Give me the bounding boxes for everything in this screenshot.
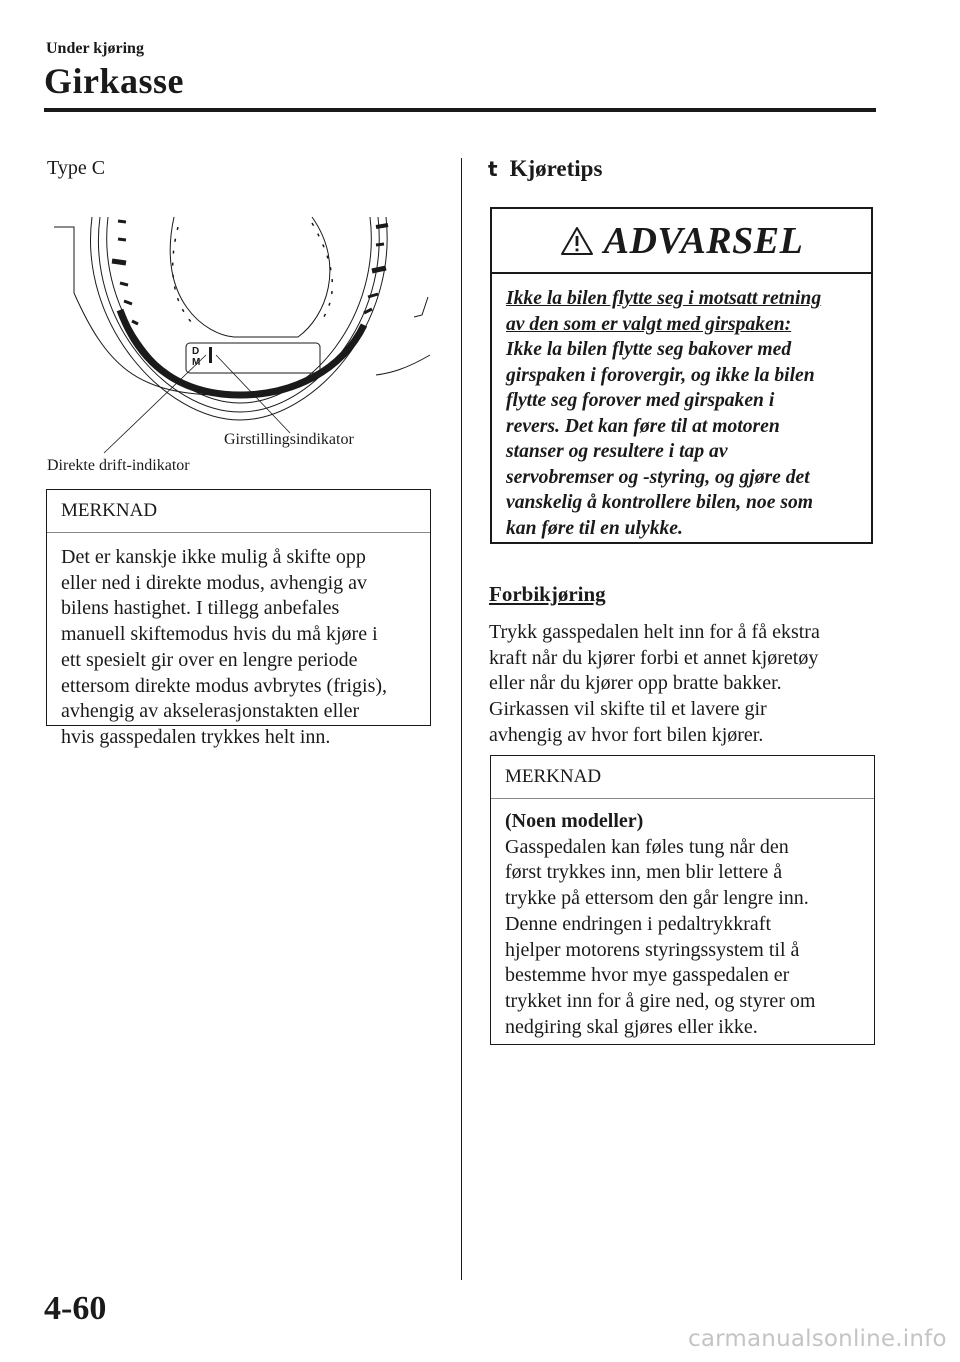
note-line: manuell skiftemodus hvis du må kjøre i <box>61 623 378 646</box>
warning-line: revers. Det kan føre til at motoren <box>506 415 780 437</box>
paragraph-line: kraft når du kjører forbi et annet kjøretøy <box>489 646 819 669</box>
warning-line: girspaken i forovergir, og ikke la bilen <box>506 364 815 386</box>
gear-position-label: Girstillingsindikator <box>224 431 354 448</box>
section-label: Under kjøring <box>46 40 144 57</box>
warning-line: Ikke la bilen flytte seg i motsatt retning <box>506 288 822 309</box>
note-line: hvis gasspedalen trykkes helt inn. <box>61 725 331 748</box>
note-title: MERKNAD <box>47 490 430 533</box>
warning-triangle-icon <box>560 226 594 256</box>
note-line: Det er kanskje ikke mulig å skifte opp <box>61 546 366 568</box>
warning-line: vanskelig å kontrollere bilen, noe som <box>506 492 813 513</box>
gear-position-indicator <box>209 347 212 363</box>
note-line: eller ned i direkte modus, avhengig av <box>61 571 368 594</box>
paragraph-line: Trykk gasspedalen helt inn for å få ekstra <box>489 621 820 643</box>
overtaking-heading: Forbikjøring <box>489 582 606 606</box>
warning-line: kan føre til en ulykke. <box>506 517 683 539</box>
warning-box <box>490 207 873 544</box>
note-line: ettersom direkte modus avbrytes (frigis), <box>61 674 388 697</box>
note-line: avhengig av akselerasjonstakten eller <box>61 700 360 723</box>
note-title: MERKNAD <box>491 756 874 799</box>
note-line: trykke på ettersom den går lengre inn. <box>505 887 809 910</box>
note-line: Gasspedalen kan føles tung når den <box>505 835 789 858</box>
note-line: bilens hastighet. I tillegg anbefales <box>61 597 340 620</box>
note-line: (Noen modeller) <box>505 810 644 832</box>
driving-tips-title: Kjøretips <box>509 156 603 181</box>
warning-line: servobremser og -styring, og gjøre det <box>506 466 810 488</box>
column-divider <box>461 158 462 1280</box>
overtaking-paragraph <box>489 620 874 749</box>
note-body <box>491 799 874 1040</box>
warning-header <box>492 209 871 274</box>
paragraph-line: avhengig av hvor fort bilen kjører. <box>489 723 764 746</box>
warning-title: ADVARSEL <box>603 219 804 262</box>
direct-drive-label: Direkte drift-indikator <box>47 457 190 474</box>
drive-indicator-d: D <box>192 346 200 357</box>
chapter-title: Girkasse <box>44 61 185 101</box>
page-number: 4-60 <box>44 1290 107 1327</box>
note-box-direct-mode <box>46 489 431 748</box>
section-bullet-icon: t <box>488 157 498 181</box>
warning-line: flytte seg forover med girspaken i <box>506 390 775 411</box>
warning-line: av den som er valgt med girspaken: <box>506 313 792 335</box>
watermark: carmanualsonline.info <box>688 1326 947 1352</box>
note-line: hjelper motorens styringssystem til å <box>505 938 800 961</box>
note-line: bestemme hvor mye gasspedalen er <box>505 964 790 987</box>
note-line: trykket inn for å gire ned, og styrer om <box>505 989 816 1012</box>
note-line: nedgiring skal gjøres eller ikke. <box>505 1015 758 1038</box>
drive-indicator-m: M <box>192 357 201 368</box>
warning-body <box>492 274 871 541</box>
note-line: Denne endringen i pedaltrykkraft <box>505 912 772 935</box>
note-line: først trykkes inn, men blir lettere å <box>505 861 783 884</box>
warning-line: stanser og resultere i tap av <box>506 441 728 462</box>
note-body <box>47 533 430 751</box>
note-line: ett spesielt gir over en lengre periode <box>61 648 358 671</box>
paragraph-line: Girkassen vil skifte til et lavere gir <box>489 698 767 721</box>
warning-line: Ikke la bilen flytte seg bakover med <box>506 339 792 360</box>
type-heading: Type C <box>47 157 106 179</box>
driving-tips-heading <box>488 156 602 182</box>
note-box-pedal <box>490 755 875 1045</box>
paragraph-line: eller når du kjører opp bratte bakker. <box>489 672 782 695</box>
header-rule <box>44 108 876 112</box>
